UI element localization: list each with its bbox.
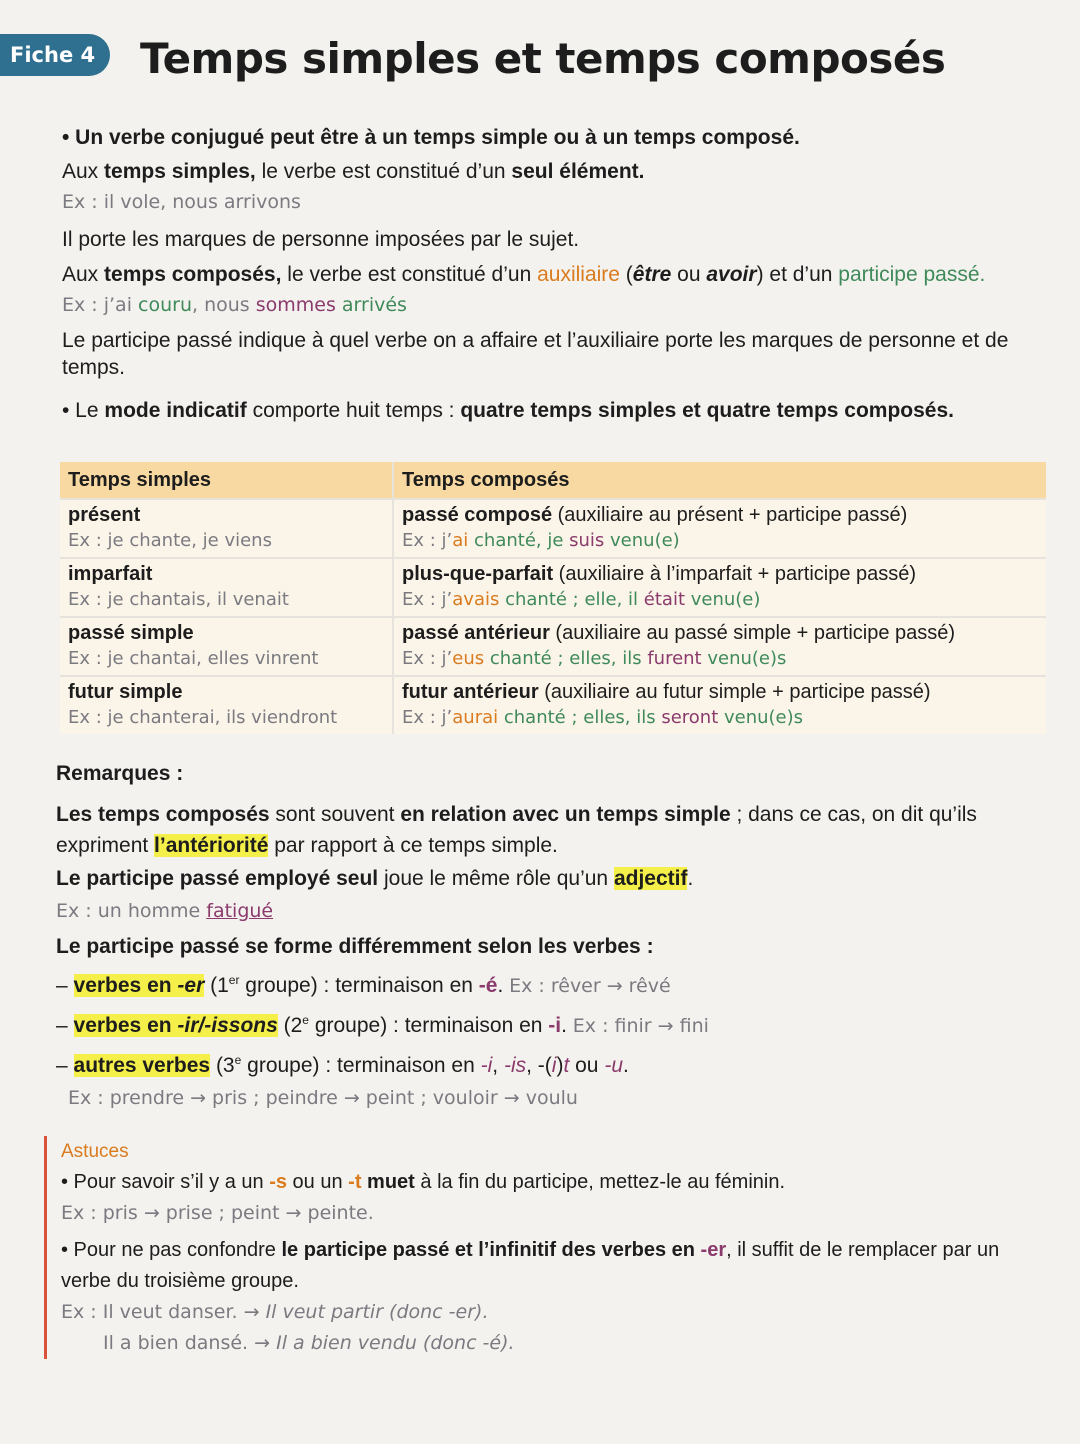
text: – [56, 1054, 74, 1077]
text: Ex : un homme [56, 900, 207, 922]
text: Il a bien vendu (donc -é). [276, 1332, 515, 1354]
tense-example: Ex : je chante, je viens [68, 530, 272, 551]
text: . [623, 1054, 629, 1077]
example-5: Ex : pris → prise ; peint → peinte. [61, 1202, 374, 1224]
group-1-item [56, 965, 1036, 1002]
participe-term: participe passé. [838, 263, 986, 286]
example-2 [62, 292, 1022, 319]
text: ) [556, 1054, 564, 1077]
tense-example [402, 528, 1038, 553]
text: Aux [62, 263, 105, 286]
table-row [60, 676, 1046, 734]
text: (auxiliaire au présent + participe passé) [552, 504, 908, 526]
text: Le participe passé employé seul [56, 867, 379, 890]
text: Ex : j’ [402, 648, 453, 669]
remarques-heading: Remarques : [56, 762, 184, 785]
text: comporte huit temps : [246, 399, 461, 422]
intro-line-3: Il porte les marques de personne imposées par le sujet. [62, 228, 580, 251]
intro-line-1: • Un verbe conjugué peut être à un temps simple ou à un temps composé. [62, 126, 800, 149]
intro-line-5: Le participe passé indique à quel verbe on a affaire et l’auxiliaire porte les marques de personne et de temps. [62, 329, 1009, 379]
example-inline: Ex : finir → fini [572, 1015, 709, 1037]
text: chanté ; elle, il [499, 589, 644, 610]
tense-example: Ex : je chantai, elles vinrent [68, 648, 319, 669]
intro-section [62, 124, 1022, 424]
remarques-section [56, 758, 1036, 1114]
tense-name: futur antérieur [402, 681, 539, 703]
tense-description [402, 680, 1038, 705]
text: (auxiliaire au passé simple + participe passé) [549, 622, 956, 644]
intro-line-2 [62, 158, 1022, 185]
text: venu(e) [604, 530, 680, 551]
example-6 [61, 1297, 1041, 1328]
text: Les temps composés [56, 803, 270, 826]
remarque-2 [56, 863, 1036, 894]
text: avoir [706, 263, 757, 286]
text: Aux [62, 160, 105, 183]
text: (2 [277, 1014, 303, 1037]
text: • Pour savoir s’il y a un [61, 1171, 270, 1193]
tenses-table [60, 462, 1046, 734]
text: Ex : Il veut danser. → [61, 1301, 266, 1323]
table-row [60, 617, 1046, 676]
text: , il suffit de le remplacer par un verbe du troisième groupe. [61, 1239, 1000, 1292]
simple-tense-cell [60, 558, 393, 617]
text: -u [604, 1054, 624, 1077]
text: groupe) : terminaison en [239, 974, 479, 997]
text: le verbe est constitué d’un [281, 263, 538, 286]
tense-example: Ex : je chanterai, ils viendront [68, 707, 338, 728]
example-inline: Ex : rêver → rêvé [509, 975, 671, 997]
tense-description [402, 562, 1038, 587]
table-row [60, 558, 1046, 617]
compound-tense-cell [393, 558, 1046, 617]
text: le participe passé et l’infinitif des verbes en [281, 1239, 701, 1261]
remarque-1 [56, 799, 1036, 861]
highlighted-term: autres verbes [73, 1054, 211, 1077]
text: . [561, 1014, 573, 1037]
highlighted-term: l’antériorité [154, 834, 269, 857]
example-3 [56, 896, 1036, 927]
text: ou [671, 263, 707, 286]
text: -i [548, 1014, 562, 1037]
fiche-badge: Fiche 4 [0, 34, 110, 76]
text: verbes en [73, 974, 178, 997]
text: sommes [255, 294, 336, 316]
tense-name: passé antérieur [402, 622, 550, 644]
text: -t [348, 1171, 362, 1193]
text: chanté ; elles, ils [498, 707, 662, 728]
simple-tense-cell [60, 676, 393, 734]
tense-name: imparfait [68, 563, 153, 585]
compound-tense-cell [393, 499, 1046, 558]
table-header: Temps composés [393, 462, 1046, 499]
text: suis [569, 530, 605, 551]
highlighted-term: adjectif [613, 867, 688, 890]
text: e [234, 1053, 242, 1067]
text: groupe) : terminaison en [241, 1054, 481, 1077]
text: -ir/-issons [177, 1014, 278, 1037]
page-title: Temps simples et temps composés [140, 34, 946, 83]
intro-line-4 [62, 261, 1022, 288]
text: – [56, 974, 74, 997]
text: joue le même rôle qu’un [378, 867, 614, 890]
text: furent [647, 648, 702, 669]
text: venu(e)s [718, 707, 804, 728]
text: fatigué [206, 900, 274, 922]
highlighted-term [74, 1014, 278, 1037]
text: (auxiliaire à l’imparfait + participe passé) [553, 563, 917, 585]
text: temps simples, [104, 160, 256, 183]
text: Ex : j’ai [62, 294, 139, 316]
text: mode indicatif [104, 399, 247, 422]
text: ; dans ce cas, on dit qu’ils expriment [56, 803, 977, 857]
text: groupe) : terminaison en [308, 1014, 549, 1037]
text: eus [452, 648, 485, 669]
text: , [492, 1054, 504, 1077]
text: en relation avec un temps simple [400, 803, 731, 826]
example-7 [61, 1328, 1041, 1359]
compound-tense-cell [393, 617, 1046, 676]
text: ) et d’un [756, 263, 839, 286]
text: t [563, 1054, 570, 1077]
remarque-3: Le participe passé se forme différemment selon les verbes : [56, 935, 654, 958]
astuces-box [44, 1136, 1041, 1359]
intro-line-6 [62, 397, 1022, 424]
text: Ex : j’ [402, 530, 453, 551]
text: i [551, 1054, 557, 1077]
tense-name: passé simple [68, 622, 194, 644]
text: . [687, 867, 694, 890]
text: e [302, 1013, 309, 1027]
text: , -( [526, 1054, 552, 1077]
text: Il a bien dansé. → [103, 1332, 277, 1354]
text: ai [452, 530, 469, 551]
text: arrivés [335, 294, 407, 316]
table-body [60, 499, 1046, 734]
astuce-1 [61, 1167, 1041, 1198]
text: ou un [287, 1171, 349, 1193]
text: -é [478, 974, 498, 997]
text: -is [503, 1054, 527, 1077]
text: avais [452, 589, 500, 610]
text: – [56, 1014, 74, 1037]
table-header: Temps simples [60, 462, 393, 499]
tense-example: Ex : je chantais, il venait [68, 589, 289, 610]
text: aurai [452, 707, 499, 728]
astuces-heading: Astuces [61, 1141, 129, 1162]
text: chanté ; elles, ils [484, 648, 648, 669]
text: Il veut partir (donc -er). [265, 1301, 489, 1323]
table-row [60, 499, 1046, 558]
text: quatre temps simples et quatre temps composés. [460, 399, 954, 422]
text: couru [138, 294, 192, 316]
simple-tense-cell [60, 499, 393, 558]
text: -i [480, 1054, 493, 1077]
compound-tense-cell [393, 676, 1046, 734]
text: temps composés, [104, 263, 282, 286]
text: (3 [210, 1054, 235, 1077]
text: était [643, 589, 686, 610]
example-1: Ex : il vole, nous arrivons [62, 191, 301, 213]
text: seront [661, 707, 719, 728]
tense-name: plus-que-parfait [402, 563, 554, 585]
tense-description [402, 621, 1038, 646]
text: . [497, 974, 510, 997]
text: le verbe est constitué d’un [255, 160, 512, 183]
tense-example [402, 705, 1038, 730]
tense-description [402, 503, 1038, 528]
text: ( [619, 263, 633, 286]
text: , nous [191, 294, 256, 316]
text: par rapport à ce temps simple. [268, 834, 558, 857]
text: -er [177, 974, 205, 997]
text: -s [269, 1171, 287, 1193]
text: chanté, je [468, 530, 570, 551]
text: seul élément. [511, 160, 645, 183]
text: à la fin du participe, mettez-le au féminin. [414, 1171, 786, 1193]
text: • Le [62, 399, 105, 422]
text: muet [361, 1171, 415, 1193]
group-3-item [56, 1045, 1036, 1081]
text: Ex : j’ [402, 707, 453, 728]
tense-name: futur simple [68, 681, 183, 703]
tense-example [402, 646, 1038, 671]
text: venu(e)s [701, 648, 787, 669]
table-header-row [60, 462, 1046, 499]
text: verbes en [73, 1014, 178, 1037]
text: venu(e) [685, 589, 761, 610]
text: Ex : j’ [402, 589, 453, 610]
text: (1 [204, 974, 229, 997]
auxiliaire-term: auxiliaire [537, 263, 620, 286]
text: être [632, 263, 672, 286]
text: • Pour ne pas confondre [61, 1239, 282, 1261]
astuce-2 [61, 1235, 1041, 1297]
text: (auxiliaire au futur simple + participe passé) [538, 681, 931, 703]
text: ou [569, 1054, 605, 1077]
text: sont souvent [269, 803, 401, 826]
tense-name: présent [68, 504, 141, 526]
simple-tense-cell [60, 617, 393, 676]
highlighted-term [74, 974, 205, 997]
tense-name: passé composé [402, 504, 553, 526]
tense-example [402, 587, 1038, 612]
group-2-item [56, 1005, 1036, 1042]
text: er [228, 973, 240, 987]
text: -er [700, 1239, 727, 1261]
example-4: Ex : prendre → pris ; peindre → peint ; vouloir → voulu [68, 1087, 578, 1109]
